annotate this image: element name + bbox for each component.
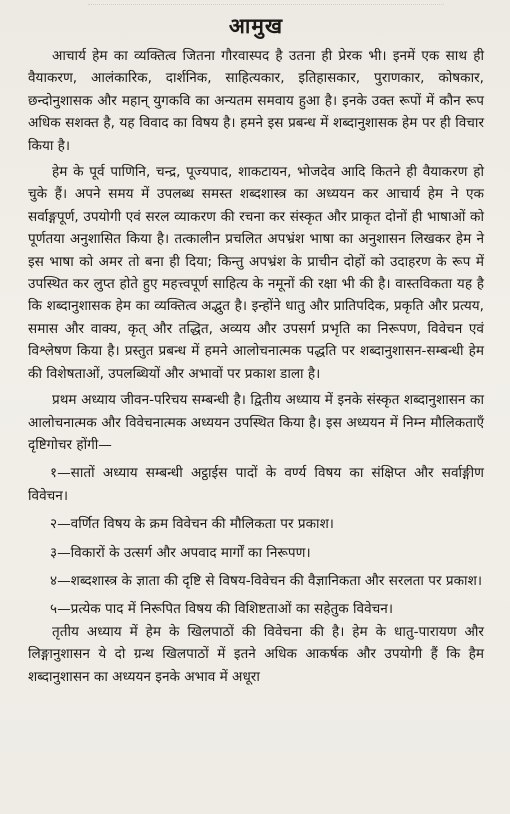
list-item: ४—शब्दशास्त्र के ज्ञाता की दृष्टि से विषय-विवेचन की वैज्ञानिकता और सरलता पर प्रकाश। bbox=[50, 572, 482, 589]
paragraph-2: हेम के पूर्व पाणिनि, चन्द्र, पूज्यपाद, शाकटायन, भोजदेव आदि कितने ही वैयाकरण हो चुके हैं। अपने समय में उपलब्ध समस्त शब्दशास्त्र का अध्ययन कर आचार्य हेम ने एक सर्वाङ्गपूर्ण, उपयोगी एवं सरल व्याकरण की रचना कर संस्कृत और प्राकृत दोनों ही भाषाओं को पूर्णतया अनुशासित किया है। तत्कालीन प्रचलित अपभ्रंश भाषा का अनुशासन लिखकर हेम ने इस भाषा को अमर तो बना ही दिया; किन्तु अपभ्रंश के प्राचीन दोहों को उदाहरण के रूप में उपस्थित कर लुप्त होते हुए महत्त्वपूर्ण साहित्य के नमूनों की रक्षा भी की है। वास्तविकता यह है कि शब्दानुशासक हेम का व्यक्तित्व अद्भुत है। इन्होंने धातु और प्रातिपदिक, प्रकृति और प्रत्यय, समास और वाक्य, कृत् और तद्धित, अव्यय और उपसर्ग प्रभृति का निरूपण, विवेचन एवं विश्लेषण किया है। प्रस्तुत प्रबन्ध में हमने आलोचनात्मक पद्धति पर शब्दानुशासन-सम्बन्धी हेम की विशेषताओं, उपलब्धियों और अभावों पर प्रकाश डाला है। bbox=[28, 164, 484, 382]
mauliktayen-list bbox=[28, 462, 484, 620]
paragraph-3: प्रथम अध्याय जीवन-परिचय सम्बन्धी है। द्वितीय अध्याय में इनके संस्कृत शब्दानुशासन का आलोचनात्मक और विवेचनात्मक अध्ययन उपस्थित किया है। इस अध्ययन में निम्न मौलिकताएँ दृष्टिगोचर होंगी— bbox=[28, 392, 484, 453]
paragraph-1: आचार्य हेम का व्यक्तित्व जितना गौरवास्पद है उतना ही प्रेरक भी। इनमें एक साथ ही वैयाकरण, आलंकारिक, दार्शनिक, साहित्यकार, इतिहासकार, पुराणकार, कोषकार, छन्दोनुशासक और महान् युगकवि का अन्यतम समवाय हुआ है। इनके उक्त रूपों में कौन रूप अधिक सशक्त है, यह विवाद का विषय है। हमने इस प्रबन्ध में शब्दानुशासक हेम पर ही विचार किया है। bbox=[28, 48, 484, 154]
list-item: ३—विकारों के उत्सर्ग और अपवाद मार्गों का निरूपण। bbox=[50, 544, 311, 561]
list-item: १—सातों अध्याय सम्बन्धी अट्ठाईस पादों के वर्ण्य विषय का संक्षिप्त और सर्वाङ्गीण विवेचन। bbox=[28, 465, 484, 504]
closing-paragraph: तृतीय अध्याय में हेम के खिलपाठों की विवेचना की है। हेम के धातु-पारायण और लिङ्गानुशासन ये दो ग्रन्थ खिलपाठों में इतने अधिक आकर्षक और उपयोगी हैं कि हैम शब्दानुशासन का अध्ययन इनके अभाव में अधूरा bbox=[28, 623, 484, 685]
page-title: आमुख bbox=[228, 13, 284, 38]
list-item: २—वर्णित विषय के क्रम विवेचन की मौलिकता पर प्रकाश। bbox=[50, 516, 334, 533]
show-through-residue bbox=[88, 4, 444, 11]
list-item: ५—प्रत्येक पाद में निरूपित विषय की विशिष्टताओं का सहेतुक विवेचन। bbox=[50, 601, 394, 618]
